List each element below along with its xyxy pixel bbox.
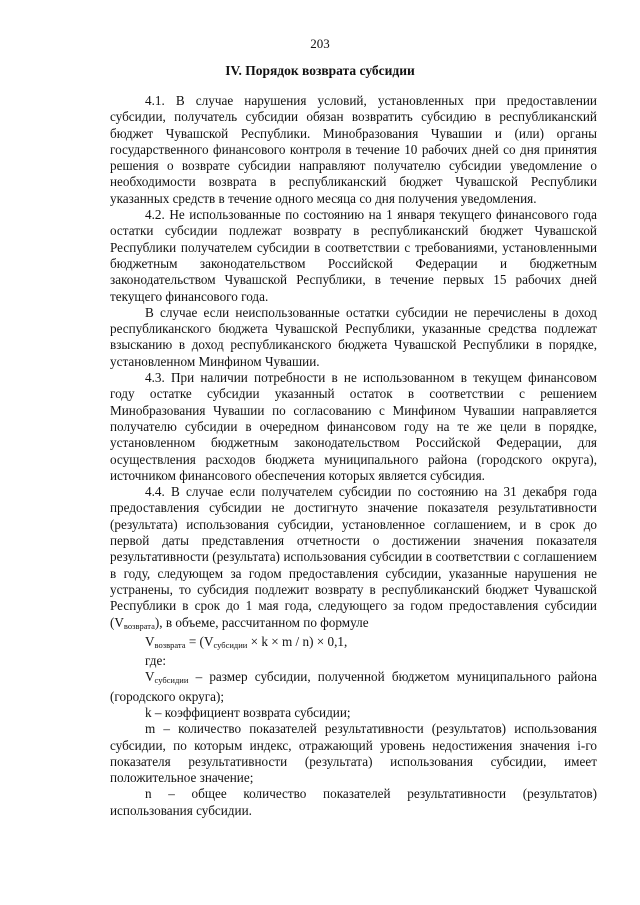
paragraph-4-2-continuation: В случае если неиспользованные остатки субсидии не перечислены в доход республиканского бюджета Чувашской Республики, указанные средства подлежат взысканию в доход республиканского бюджета Чувашской Республики в порядке, установленном Минфином Чувашии. [110,304,597,369]
paragraph-4-1: 4.1. В случае нарушения условий, установленных при предоставлении субсидии, получатель субсидии обязан возвратить субсидию в республиканский бюджет Чувашской Республики. Минобразования Чувашии и (или) органы государственного финансового контроля в течение 10 рабочих дней со дня принятия решения о возврате субсидии направляют получателю субсидии уведомление о необходимости возврата в республиканский бюджет Чувашской Республики указанных средств в течение одного месяца со дня получения уведомления. [110,93,597,206]
definition-v-subscript: субсидии [154,675,189,686]
paragraph-4-4-end: ), в объеме, рассчитанном по формуле [154,614,369,630]
return-formula [110,634,597,653]
formula-rest: × k × m / n) × 0,1, [247,633,348,649]
formula-equals: = (V [185,633,214,649]
definition-v-symbol: V [145,669,155,685]
definition-n: n – общее количество показателей результативности (результатов) использования субсидии. [110,786,597,818]
paragraph-4-2: 4.2. Не использованные по состоянию на 1 января текущего финансового года остатки субсидии подлежат возврату в республиканский бюджет Чувашской Республики получателем субсидии в соответствии с требованиями, установленными бюджетным законодательством Российской Федерации и бюджетным законодательством Чувашской Республики, в течение первых 15 рабочих дней текущего финансового года. [110,207,597,304]
where-label: где: [145,653,166,669]
paragraph-4-3: 4.3. При наличии потребности в не использованном в текущем финансовом году остатке субсидии указанный остаток в соответствии с решением Минобразования Чувашии по согласованию с Минфином Чувашии направляется получателю субсидии в очередном финансовом году на те же цели в порядке, установленном бюджетным законодательством Российской Федерации, для осуществления расходов бюджета муниципального района (городского округа), источником финансового обеспечения которых является субсидия. [110,370,597,483]
formula-v: V [145,633,155,649]
definition-m: m – количество показателей результативности (результатов) использования субсидии, по которым индекс, отражающий уровень недостижения значения i-го показателя результативности (результата) использования субсидии, имеет положительное значение; [110,721,597,786]
subscript-vozvrata: возврата [123,620,155,631]
paragraph-4-4 [110,484,597,634]
definition-v-subsidy [110,669,597,705]
page-number: 203 [310,36,330,51]
document-body [110,93,597,819]
definition-k: k – коэффициент возврата субсидии; [145,704,351,720]
formula-subsidy-subscript: субсидии [213,639,248,650]
formula-v-subscript: возврата [154,639,186,650]
section-title: IV. Порядок возврата субсидии [225,63,415,78]
paragraph-4-4-text: 4.4. В случае если получателем субсидии по состоянию на 31 декабря года предоставления субсидии не достигнуто значение показателя результативности (результата) использования субсидии, установленное соглашением, и в срок до первой даты представления отчетности о достижении значения показателя результативности (результата) использования субсидии в соответствии с соглашением в году, следующем за годом предоставления субсидии, указанные нарушения не устранены, то субсидия подлежит возврату в республиканский бюджет Чувашской Республики в срок до 1 мая года, следующего за годом предоставления субсидии (V [110,484,597,630]
definition-v-text: – размер субсидии, полученной бюджетом муниципального района (городского округа); [110,669,597,704]
